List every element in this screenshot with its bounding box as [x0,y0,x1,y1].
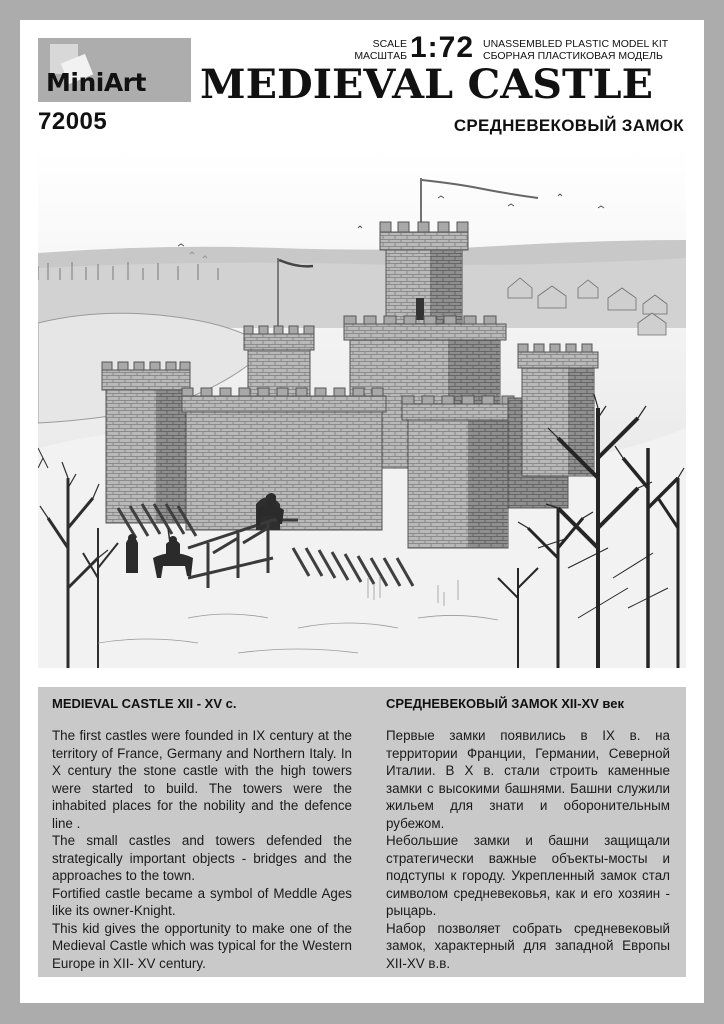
info-paragraph: Fortified castle became a symbol of Meddle Ages like its owner-Knight. [52,885,352,918]
info-panel [38,687,686,977]
scale-labels [332,38,407,62]
kit-type-en: UNASSEMBLED PLASTIC MODEL KIT [483,38,669,50]
info-title-en: MEDIEVAL CASTLE XII - XV c. [52,696,237,711]
scale-value: 1:72 [410,31,475,64]
kit-type-ru: СБОРНАЯ ПЛАСТИКОВАЯ МОДЕЛЬ [483,50,663,62]
page-title: MEDIEVAL CASTLE [200,61,654,108]
logo-text: MiniArt [46,68,146,97]
info-paragraph: Небольшие замки и башни защищали стратегически важные объекты-мосты и подступы к городу. Укрепленный замок стал символом средневековья, как и его хозяин - рыцарь. [386,833,670,918]
info-paragraph: Набор позволяет собрать средневековый замок, характерный для западной Европы XII-XV в.в. [386,920,670,971]
page-subtitle-ru: СРЕДНЕВЕКОВЫЙ ЗАМОК [453,116,684,135]
info-paragraph: The first castles were founded in IX century at the territory of France, Germany and Northern Italy. In X century the stone castle with the high towers were started to build. The towers were the inhabited places for the nobility and the defence line . [52,728,352,831]
info-title-ru: СРЕДНЕВЕКОВЫЙ ЗАМОК XII-XV век [386,696,624,711]
info-paragraph: The small castles and towers defended the strategically important objects - bridges and the approaches to the town. [52,833,352,883]
scale-label-en: SCALE [372,38,407,50]
castle-illustration [38,148,686,668]
info-body-ru [386,727,670,972]
kit-type [483,38,668,62]
info-paragraph: Первые замки появились в IX в. на территории Франции, Германии, Северной Италии. В X в. стали строить каменные замки с высокими башнями. Башни служили жильем для знати и оборонительным рубежом. [386,728,670,831]
info-body-en [52,727,352,972]
scale-label-ru: МАСШТАБ [354,50,407,62]
kit-number: 72005 [38,108,108,135]
castle-scene-icon [38,148,686,668]
miniart-logo [38,38,191,102]
info-paragraph: This kid gives the opportunity to make one of the Medieval Castle which was typical for the Western Europe in XII- XV century. [52,920,352,971]
